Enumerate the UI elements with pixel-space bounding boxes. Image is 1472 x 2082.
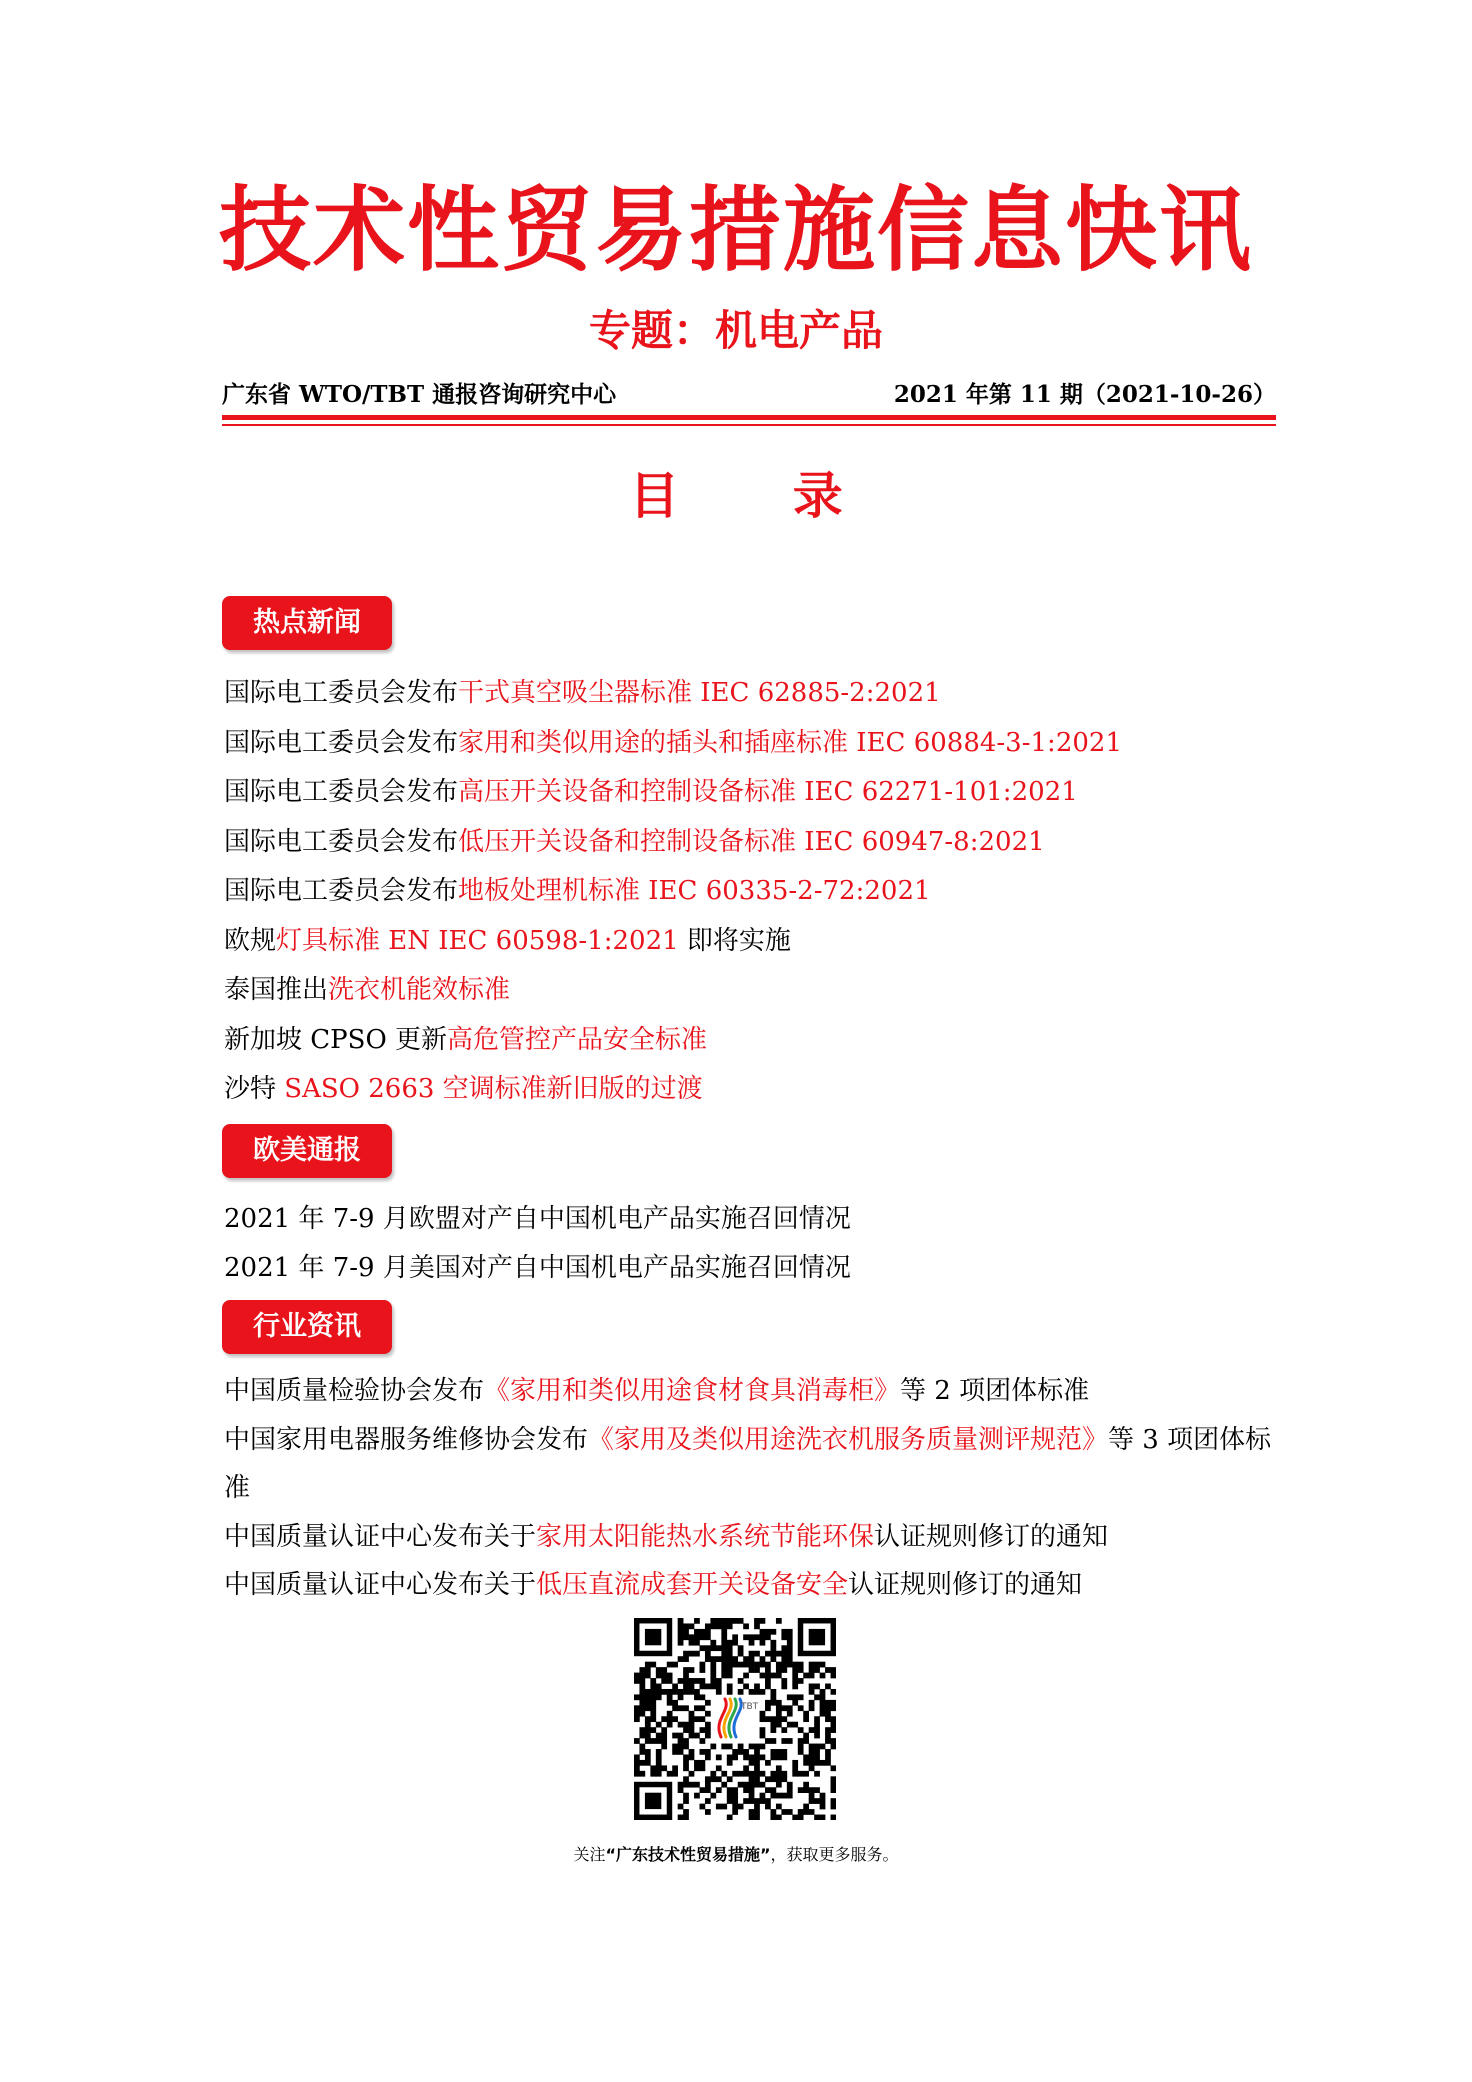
divider-thick — [222, 415, 1276, 420]
toc-item-pre: 2021 年 7-9 月欧盟对产自中国机电产品实施召回情况 — [224, 1204, 851, 1234]
issue-number: 2021 年第 11 期（2021-10-26） — [893, 381, 1276, 408]
follow-post: ，获取更多服务。 — [770, 1845, 899, 1864]
toc-item-highlight: 灯具标准 EN IEC 60598-1:2021 — [276, 925, 679, 956]
toc-item-pre: 泰国推出 — [224, 975, 329, 1005]
toc-item[interactable] — [224, 924, 791, 958]
toc-item-post: 即将实施 — [678, 925, 791, 956]
toc-item[interactable] — [224, 1202, 851, 1236]
toc-item-pre: 国际电工委员会发布 — [224, 727, 459, 758]
follow-account-name: “广东技术性贸易措施” — [605, 1845, 771, 1864]
toc-item[interactable] — [224, 1374, 1089, 1408]
toc-item-pre: 中国质量认证中心发布关于 — [224, 1521, 537, 1552]
toc-title: 目 录 — [629, 467, 891, 525]
organization-name: 广东省 WTO/TBT 通报咨询研究中心 — [222, 381, 617, 408]
toc-item-post: 等 3 项团体标准 — [224, 1424, 1272, 1503]
qr-code — [634, 1618, 836, 1820]
toc-item[interactable] — [224, 874, 931, 908]
toc-item-pre: 中国质量检验协会发布 — [224, 1376, 485, 1406]
toc-item-highlight: 《家用及类似用途洗衣机服务质量测评规范》 — [588, 1424, 1109, 1455]
toc-item[interactable] — [224, 726, 1122, 760]
toc-item-highlight: 低压开关设备和控制设备标准 IEC 60947-8:2021 — [458, 826, 1045, 857]
toc-item-highlight: 家用和类似用途的插头和插座标准 IEC 60884-3-1:2021 — [458, 727, 1122, 758]
toc-item[interactable] — [224, 825, 1045, 859]
toc-item-pre: 欧规 — [224, 925, 277, 956]
follow-pre: 关注 — [573, 1845, 606, 1864]
section-badge-industry: 行业资讯 — [222, 1300, 392, 1354]
divider-thin — [222, 424, 1276, 426]
toc-item-pre: 沙特 — [224, 1074, 285, 1104]
toc-item-pre: 国际电工委员会发布 — [224, 826, 459, 857]
toc-item[interactable] — [224, 1251, 851, 1285]
toc-item-pre: 国际电工委员会发布 — [224, 678, 459, 708]
toc-item-highlight: 洗衣机能效标准 — [328, 975, 511, 1005]
section-badge-eu-us: 欧美通报 — [222, 1124, 392, 1178]
toc-item-pre: 国际电工委员会发布 — [224, 876, 459, 906]
toc-item-highlight: SASO 2663 空调标准新旧版的过渡 — [284, 1074, 703, 1104]
toc-item-highlight: 低压直流成套开关设备安全 — [536, 1570, 849, 1600]
toc-item-highlight: 地板处理机标准 IEC 60335-2-72:2021 — [458, 876, 931, 906]
toc-item[interactable] — [224, 973, 510, 1007]
masthead — [222, 376, 1276, 410]
newsletter-subtitle: 专题：机电产品 — [588, 306, 883, 355]
toc-item-pre: 中国质量认证中心发布关于 — [224, 1570, 537, 1600]
toc-item[interactable] — [224, 1416, 1274, 1512]
toc-item-post: 认证规则修订的通知 — [848, 1570, 1083, 1600]
toc-item-highlight: 家用太阳能热水系统节能环保 — [536, 1521, 875, 1552]
toc-item-post: 认证规则修订的通知 — [874, 1521, 1109, 1552]
toc-item-pre: 2021 年 7-9 月美国对产自中国机电产品实施召回情况 — [224, 1253, 851, 1283]
toc-item-pre: 中国家用电器服务维修协会发布 — [224, 1424, 589, 1455]
toc-item-highlight: 干式真空吸尘器标准 IEC 62885-2:2021 — [458, 678, 941, 708]
toc-item-highlight: 高危管控产品安全标准 — [447, 1024, 708, 1055]
toc-item-highlight: 高压开关设备和控制设备标准 IEC 62271-101:2021 — [458, 777, 1078, 807]
newsletter-title: 技术性贸易措施信息快讯 — [218, 177, 1253, 284]
section-badge-hot-news: 热点新闻 — [222, 596, 392, 650]
qr-code-icon — [634, 1618, 836, 1820]
qr-logo-text: TBT — [741, 1702, 759, 1712]
toc-item-pre: 新加坡 CPSO 更新 — [224, 1024, 448, 1055]
toc-item[interactable] — [224, 1568, 1082, 1602]
toc-item[interactable] — [224, 1520, 1108, 1554]
toc-item-pre: 国际电工委员会发布 — [224, 777, 459, 807]
toc-item[interactable] — [224, 1023, 707, 1057]
toc-item[interactable] — [224, 1072, 703, 1106]
toc-item-post: 等 2 项团体标准 — [900, 1376, 1090, 1406]
toc-item[interactable] — [224, 775, 1078, 809]
follow-note — [0, 1842, 1472, 1865]
toc-item-highlight: 《家用和类似用途食材食具消毒柜》 — [484, 1376, 901, 1406]
toc-item[interactable] — [224, 676, 941, 710]
